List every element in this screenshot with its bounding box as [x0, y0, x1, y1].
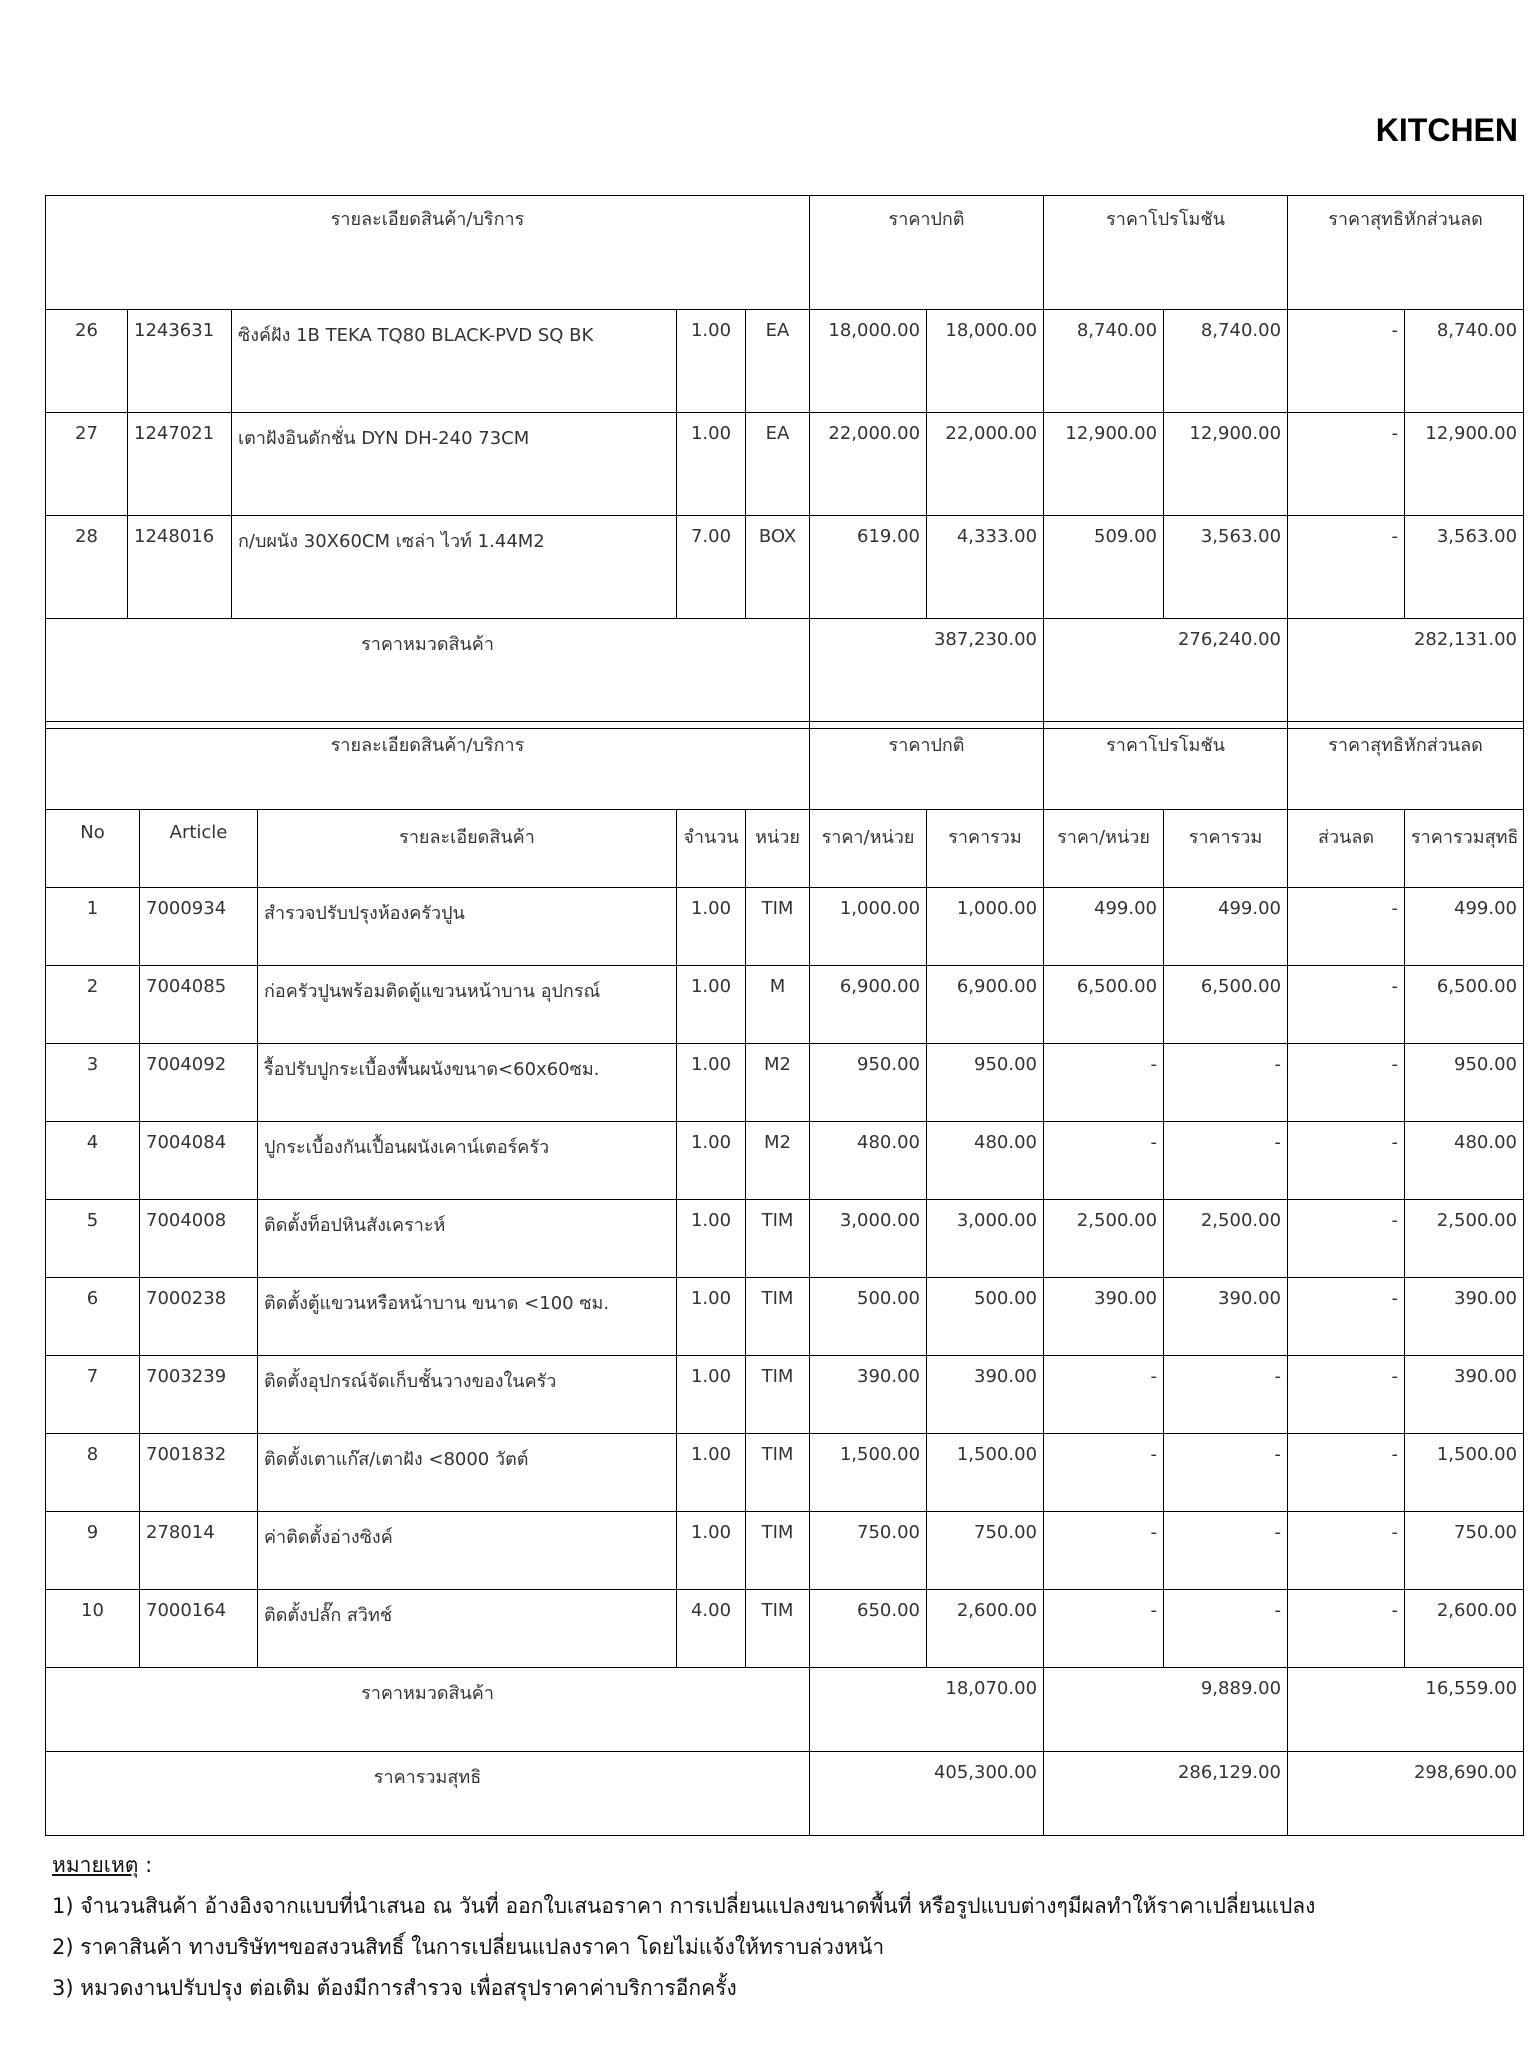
- cell-qty: 1.00: [677, 1122, 746, 1200]
- cell-net-total: 1,500.00: [1405, 1434, 1524, 1512]
- cell-discount: -: [1288, 310, 1405, 413]
- header-net-price: ราคาสุทธิหักส่วนลด: [1288, 722, 1524, 810]
- cell-unit: TIM: [746, 1200, 810, 1278]
- table-row: [46, 1512, 1524, 1590]
- cell-qty: 1.00: [677, 1512, 746, 1590]
- cell-qty: 7.00: [677, 516, 746, 619]
- cell-promo-total: 390.00: [1164, 1278, 1288, 1356]
- cell-no: 26: [46, 310, 128, 413]
- cell-promo-total: -: [1164, 1122, 1288, 1200]
- cell-promo-unit-price: 499.00: [1044, 888, 1164, 966]
- cell-unit: EA: [746, 310, 810, 413]
- note-item: 1) จำนวนสินค้า อ้างอิงจากแบบที่นำเสนอ ณ วันที่ ออกใบเสนอราคา การเปลี่ยนแปลงขนาดพื้นที่ หรือรูปแบบต่างๆมีผลทำให้ราคาเปลี่ยนแปลง: [52, 1894, 1316, 1918]
- cell-promo-total: 499.00: [1164, 888, 1288, 966]
- col-qty: จำนวน: [677, 810, 746, 888]
- cell-net-total: 950.00: [1405, 1044, 1524, 1122]
- cell-qty: 1.00: [677, 413, 746, 516]
- cell-no: 9: [46, 1512, 140, 1590]
- cell-regular-total: 500.00: [927, 1278, 1044, 1356]
- cell-article: 7004085: [140, 966, 258, 1044]
- cell-promo-unit-price: -: [1044, 1044, 1164, 1122]
- cell-regular-unit-price: 480.00: [810, 1122, 927, 1200]
- cell-unit: TIM: [746, 1590, 810, 1668]
- cell-unit: TIM: [746, 1356, 810, 1434]
- cell-regular-unit-price: 619.00: [810, 516, 927, 619]
- table-row: [46, 1434, 1524, 1512]
- table-row: [46, 413, 1524, 516]
- subtotal-regular: 18,070.00: [810, 1668, 1044, 1752]
- col-net-total: ราคารวมสุทธิ: [1405, 810, 1524, 888]
- cell-promo-unit-price: -: [1044, 1512, 1164, 1590]
- cell-promo-unit-price: -: [1044, 1434, 1164, 1512]
- notes-title: หมายเหตุ: [52, 1853, 139, 1877]
- cell-promo-total: -: [1164, 1044, 1288, 1122]
- cell-no: 28: [46, 516, 128, 619]
- cell-discount: -: [1288, 1122, 1405, 1200]
- header-regular-price: ราคาปกติ: [810, 196, 1044, 310]
- cell-regular-total: 950.00: [927, 1044, 1044, 1122]
- cell-qty: 4.00: [677, 1590, 746, 1668]
- cell-regular-total: 18,000.00: [927, 310, 1044, 413]
- table-row: [46, 310, 1524, 413]
- cell-description: รื้อปรับปูกระเบื้องพื้นผนังขนาด<60x60ซม.: [258, 1044, 677, 1122]
- col-desc: รายละเอียดสินค้า: [258, 810, 677, 888]
- cell-description: สำรวจปรับปรุงห้องครัวปูน: [258, 888, 677, 966]
- header-regular-price: ราคาปกติ: [810, 722, 1044, 810]
- cell-qty: 1.00: [677, 966, 746, 1044]
- cell-description: ติดตั้งเตาแก๊ส/เตาฝัง <8000 วัตต์: [258, 1434, 677, 1512]
- cell-unit: TIM: [746, 888, 810, 966]
- cell-regular-unit-price: 18,000.00: [810, 310, 927, 413]
- cell-promo-total: -: [1164, 1434, 1288, 1512]
- cell-regular-unit-price: 22,000.00: [810, 413, 927, 516]
- cell-qty: 1.00: [677, 1200, 746, 1278]
- cell-description: ซิงค์ฝัง 1B TEKA TQ80 BLACK-PVD SQ BK: [232, 310, 677, 413]
- cell-article: 7000164: [140, 1590, 258, 1668]
- cell-discount: -: [1288, 1044, 1405, 1122]
- cell-regular-total: 22,000.00: [927, 413, 1044, 516]
- cell-description: ติดตั้งอุปกรณ์จัดเก็บชั้นวางของในครัว: [258, 1356, 677, 1434]
- cell-article: 278014: [140, 1512, 258, 1590]
- note-item: 2) ราคาสินค้า ทางบริษัทฯขอสงวนสิทธิ์ ในการเปลี่ยนแปลงราคา โดยไม่แจ้งให้ทราบล่วงหน้า: [52, 1935, 885, 1959]
- cell-unit: M: [746, 966, 810, 1044]
- cell-description: ก่อครัวปูนพร้อมติดตู้แขวนหน้าบาน อุปกรณ์: [258, 966, 677, 1044]
- cell-qty: 1.00: [677, 1044, 746, 1122]
- cell-article: 7000238: [140, 1278, 258, 1356]
- cell-no: 7: [46, 1356, 140, 1434]
- cell-article: 1247021: [128, 413, 232, 516]
- subtotal-regular: 387,230.00: [810, 619, 1044, 729]
- cell-promo-unit-price: 509.00: [1044, 516, 1164, 619]
- cell-description: ติดตั้งตู้แขวนหรือหน้าบาน ขนาด <100 ซม.: [258, 1278, 677, 1356]
- cell-article: 7003239: [140, 1356, 258, 1434]
- notes-section: [52, 1845, 1315, 2009]
- subtotal-label: ราคาหมวดสินค้า: [46, 1668, 810, 1752]
- note-item: 3) หมวดงานปรับปรุง ต่อเติม ต้องมีการสำรวจ เพื่อสรุปราคาค่าบริการอีกครั้ง: [52, 1976, 737, 2000]
- subtotal-row: [46, 1668, 1524, 1752]
- cell-no: 4: [46, 1122, 140, 1200]
- cell-article: 7001832: [140, 1434, 258, 1512]
- cell-no: 5: [46, 1200, 140, 1278]
- cell-promo-total: 2,500.00: [1164, 1200, 1288, 1278]
- cell-qty: 1.00: [677, 888, 746, 966]
- cell-regular-unit-price: 500.00: [810, 1278, 927, 1356]
- cell-description: ก/บผนัง 30X60CM เซล่า ไวท์ 1.44M2: [232, 516, 677, 619]
- cell-regular-total: 480.00: [927, 1122, 1044, 1200]
- cell-regular-total: 750.00: [927, 1512, 1044, 1590]
- column-header-row: [46, 810, 1524, 888]
- cell-regular-unit-price: 1,500.00: [810, 1434, 927, 1512]
- cell-discount: -: [1288, 516, 1405, 619]
- cell-discount: -: [1288, 1590, 1405, 1668]
- cell-promo-total: 6,500.00: [1164, 966, 1288, 1044]
- cell-promo-unit-price: -: [1044, 1122, 1164, 1200]
- col-article: Article: [140, 810, 258, 888]
- cell-promo-unit-price: -: [1044, 1590, 1164, 1668]
- cell-regular-total: 390.00: [927, 1356, 1044, 1434]
- subtotal-net: 282,131.00: [1288, 619, 1524, 729]
- subtotal-label: ราคาหมวดสินค้า: [46, 619, 810, 729]
- cell-net-total: 6,500.00: [1405, 966, 1524, 1044]
- table-row: [46, 966, 1524, 1044]
- cell-discount: -: [1288, 966, 1405, 1044]
- subtotal-promo: 276,240.00: [1044, 619, 1288, 729]
- cell-regular-total: 1,000.00: [927, 888, 1044, 966]
- header-net-price: ราคาสุทธิหักส่วนลด: [1288, 196, 1524, 310]
- page-title: KITCHEN: [1375, 112, 1518, 148]
- cell-net-total: 12,900.00: [1405, 413, 1524, 516]
- table-row: [46, 1356, 1524, 1434]
- cell-net-total: 8,740.00: [1405, 310, 1524, 413]
- cell-discount: -: [1288, 888, 1405, 966]
- cell-description: ติดตั้งปลั๊ก สวิทช์: [258, 1590, 677, 1668]
- cell-article: 7004092: [140, 1044, 258, 1122]
- cell-qty: 1.00: [677, 1356, 746, 1434]
- table-row: [46, 1200, 1524, 1278]
- cell-regular-unit-price: 390.00: [810, 1356, 927, 1434]
- cell-unit: EA: [746, 413, 810, 516]
- cell-no: 3: [46, 1044, 140, 1122]
- cell-unit: TIM: [746, 1512, 810, 1590]
- table-row: [46, 1590, 1524, 1668]
- cell-unit: M2: [746, 1122, 810, 1200]
- cell-net-total: 480.00: [1405, 1122, 1524, 1200]
- cell-description: ค่าติดตั้งอ่างซิงค์: [258, 1512, 677, 1590]
- notes-colon: :: [138, 1853, 153, 1877]
- cell-unit: M2: [746, 1044, 810, 1122]
- product-table-1: [45, 195, 1524, 729]
- cell-net-total: 499.00: [1405, 888, 1524, 966]
- table-row: [46, 1278, 1524, 1356]
- table-header-row: [46, 196, 1524, 310]
- header-description: รายละเอียดสินค้า/บริการ: [46, 722, 810, 810]
- header-promo-price: ราคาโปรโมชัน: [1044, 722, 1288, 810]
- cell-promo-total: 3,563.00: [1164, 516, 1288, 619]
- cell-qty: 1.00: [677, 1434, 746, 1512]
- cell-promo-total: 8,740.00: [1164, 310, 1288, 413]
- cell-no: 1: [46, 888, 140, 966]
- cell-promo-unit-price: 6,500.00: [1044, 966, 1164, 1044]
- cell-unit: TIM: [746, 1278, 810, 1356]
- cell-net-total: 750.00: [1405, 1512, 1524, 1590]
- cell-promo-unit-price: 12,900.00: [1044, 413, 1164, 516]
- subtotal-promo: 9,889.00: [1044, 1668, 1288, 1752]
- cell-description: ติดตั้งท็อปหินสังเคราะห์: [258, 1200, 677, 1278]
- cell-article: 7004084: [140, 1122, 258, 1200]
- cell-discount: -: [1288, 1200, 1405, 1278]
- cell-article: 1248016: [128, 516, 232, 619]
- cell-net-total: 2,500.00: [1405, 1200, 1524, 1278]
- grand-total-net: 298,690.00: [1288, 1752, 1524, 1836]
- cell-description: เตาฝังอินดักชั่น DYN DH-240 73CM: [232, 413, 677, 516]
- cell-regular-unit-price: 650.00: [810, 1590, 927, 1668]
- cell-discount: -: [1288, 1356, 1405, 1434]
- cell-promo-total: -: [1164, 1512, 1288, 1590]
- cell-article: 1243631: [128, 310, 232, 413]
- col-unit: หน่วย: [746, 810, 810, 888]
- col-no: No: [46, 810, 140, 888]
- cell-net-total: 390.00: [1405, 1278, 1524, 1356]
- cell-discount: -: [1288, 1434, 1405, 1512]
- grand-total-regular: 405,300.00: [810, 1752, 1044, 1836]
- cell-promo-total: -: [1164, 1590, 1288, 1668]
- table-row: [46, 888, 1524, 966]
- cell-promo-unit-price: -: [1044, 1356, 1164, 1434]
- cell-discount: -: [1288, 1512, 1405, 1590]
- cell-qty: 1.00: [677, 1278, 746, 1356]
- cell-unit: TIM: [746, 1434, 810, 1512]
- cell-discount: -: [1288, 1278, 1405, 1356]
- cell-promo-total: -: [1164, 1356, 1288, 1434]
- cell-promo-total: 12,900.00: [1164, 413, 1288, 516]
- header-description: รายละเอียดสินค้า/บริการ: [46, 196, 810, 310]
- table-body: [46, 310, 1524, 619]
- cell-net-total: 2,600.00: [1405, 1590, 1524, 1668]
- cell-regular-total: 1,500.00: [927, 1434, 1044, 1512]
- table-row: [46, 516, 1524, 619]
- subtotal-row: [46, 619, 1524, 729]
- cell-no: 27: [46, 413, 128, 516]
- cell-net-total: 390.00: [1405, 1356, 1524, 1434]
- cell-promo-unit-price: 390.00: [1044, 1278, 1164, 1356]
- subtotal-net: 16,559.00: [1288, 1668, 1524, 1752]
- cell-regular-unit-price: 3,000.00: [810, 1200, 927, 1278]
- col-promo-unit: ราคา/หน่วย: [1044, 810, 1164, 888]
- cell-qty: 1.00: [677, 310, 746, 413]
- cell-unit: BOX: [746, 516, 810, 619]
- cell-no: 6: [46, 1278, 140, 1356]
- cell-promo-unit-price: 2,500.00: [1044, 1200, 1164, 1278]
- cell-regular-unit-price: 950.00: [810, 1044, 927, 1122]
- cell-regular-total: 2,600.00: [927, 1590, 1044, 1668]
- cell-no: 2: [46, 966, 140, 1044]
- cell-regular-total: 4,333.00: [927, 516, 1044, 619]
- cell-article: 7000934: [140, 888, 258, 966]
- cell-net-total: 3,563.00: [1405, 516, 1524, 619]
- cell-no: 8: [46, 1434, 140, 1512]
- col-discount: ส่วนลด: [1288, 810, 1405, 888]
- grand-total-label: ราคารวมสุทธิ: [46, 1752, 810, 1836]
- cell-regular-total: 6,900.00: [927, 966, 1044, 1044]
- table-header-row: [46, 722, 1524, 810]
- cell-regular-unit-price: 750.00: [810, 1512, 927, 1590]
- cell-description: ปูกระเบื้องกันเปื้อนผนังเคาน์เตอร์ครัว: [258, 1122, 677, 1200]
- table-row: [46, 1122, 1524, 1200]
- table-row: [46, 1044, 1524, 1122]
- col-reg-total: ราคารวม: [927, 810, 1044, 888]
- cell-regular-unit-price: 1,000.00: [810, 888, 927, 966]
- cell-no: 10: [46, 1590, 140, 1668]
- cell-discount: -: [1288, 413, 1405, 516]
- product-table-2: [45, 721, 1524, 1836]
- cell-promo-unit-price: 8,740.00: [1044, 310, 1164, 413]
- grand-total-row: [46, 1752, 1524, 1836]
- cell-regular-total: 3,000.00: [927, 1200, 1044, 1278]
- cell-regular-unit-price: 6,900.00: [810, 966, 927, 1044]
- grand-total-promo: 286,129.00: [1044, 1752, 1288, 1836]
- col-reg-unit: ราคา/หน่วย: [810, 810, 927, 888]
- col-promo-total: ราคารวม: [1164, 810, 1288, 888]
- header-promo-price: ราคาโปรโมชัน: [1044, 196, 1288, 310]
- notes-heading: [52, 1845, 1315, 1886]
- cell-article: 7004008: [140, 1200, 258, 1278]
- table-body: [46, 888, 1524, 1668]
